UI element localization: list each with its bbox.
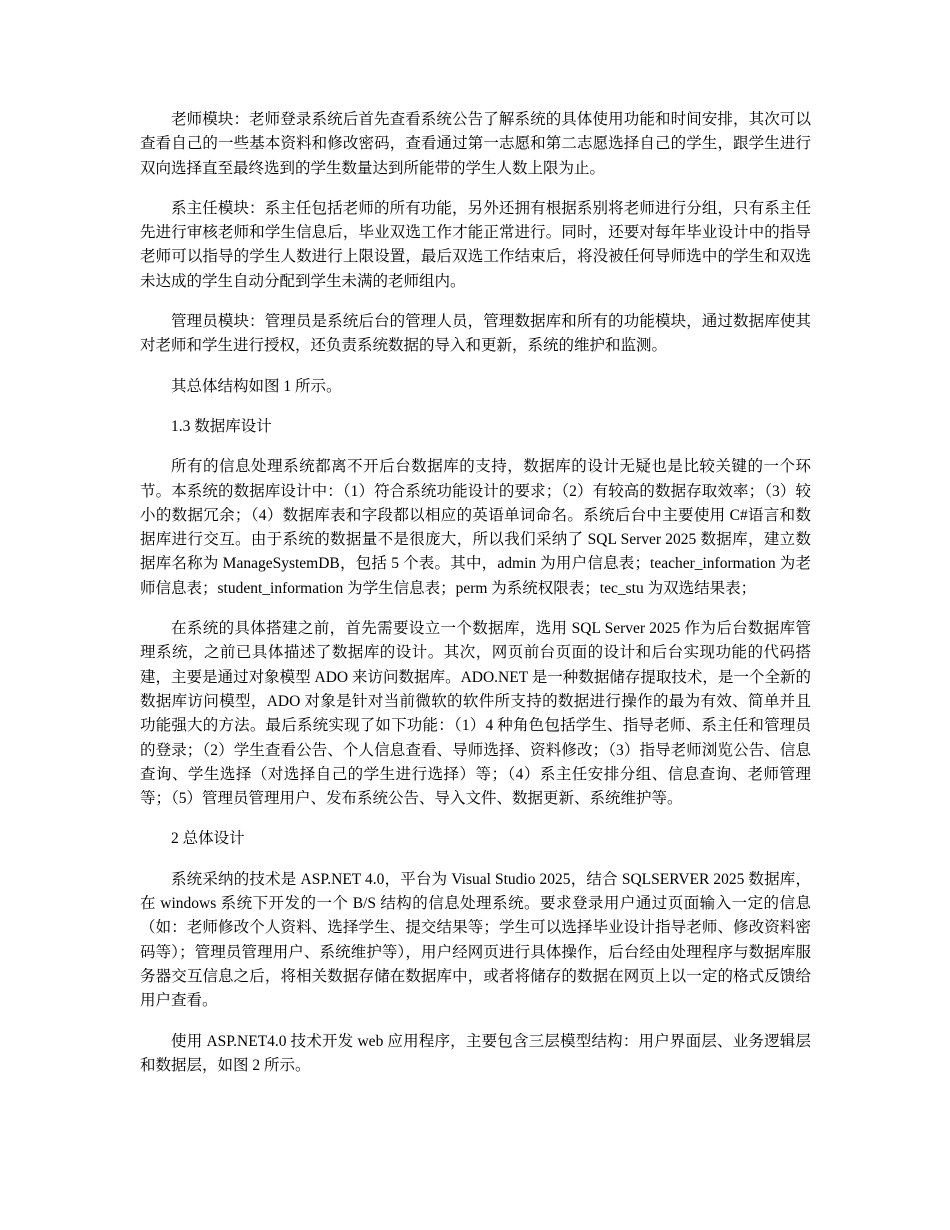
paragraph-system-build: 在系统的具体搭建之前，首先需要设立一个数据库，选用 SQL Server 2025 作为后台数据库管理系统，之前已具体描述了数据库的设计。其次，网页前台页面的设计和后台实现功能的代码搭建，主要是通过对象模型 ADO 来访问数据库。ADO.NET 是一种数据储存提取技术，是一个全新的数据库访问模型，ADO 对象是针对当前微软的软件所支持的数据进行操作的最为有效、简单并且功能强大的方法。最后系统实现了如下功能：（1）4 种角色包括学生、指导老师、系主任和管理员的登录；（2）学生查看公告、个人信息查看、导师选择、资料修改；（3）指导老师浏览公告、信息查询、学生选择（对选择自己的学生进行选择）等；（4）系主任安排分组、信息查询、老师管理等；（5）管理员管理用户、发布系统公告、导入文件、数据更新、系统维护等。 — [140, 620, 811, 808]
section-heading-database-design: 1.3 数据库设计 — [171, 417, 272, 435]
paragraph-database-design: 所有的信息处理系统都离不开后台数据库的支持，数据库的设计无疑也是比较关键的一个环节。本系统的数据库设计中：（1）符合系统功能设计的要求；（2）有较高的数据存取效率；（3）较小的数据冗余；（4）数据库表和字段都以相应的英语单词命名。系统后台中主要使用 C#语言和数据库进行交互。由于系统的数据量不是很庞大，所以我们采纳了 SQL Server 2025 数据库，建立数据库名称为 ManageSystemDB，包括 5 个表。其中，admin 为用户信息表；teacher_information 为老师信息表；student_information 为学生信息表；perm 为系统权限表；tec_stu 为双选结果表； — [140, 458, 811, 597]
paragraph-structure-ref: 其总体结构如图 1 所示。 — [171, 377, 342, 395]
document-page — [140, 108, 811, 1094]
paragraph-technology: 系统采纳的技术是 ASP.NET 4.0，平台为 Visual Studio 2025，结合 SQLSERVER 2025 数据库，在 windows 系统下开发的一个 B/S 结构的信息处理系统。要求登录用户通过页面输入一定的信息（如：老师修改个人资料、选择学生、提交结果等；学生可以选择毕业设计指导老师、修改资料密码等）；管理员管理用户、系统维护等），用户经网页进行具体操作，后台经由处理程序与数据库服务器交互信息之后，将相关数据存储在数据库中，或者将储存的数据在网页上以一定的格式反馈给用户查看。 — [140, 870, 811, 1010]
section-heading-overall-design: 2 总体设计 — [171, 830, 245, 848]
paragraph-admin-module: 管理员模块：管理员是系统后台的管理人员，管理数据库和所有的功能模块，通过数据库使其对老师和学生进行授权，还负责系统数据的导入和更新，系统的维护和监测。 — [140, 313, 811, 355]
paragraph-dept-head-module: 系主任模块：系主任包括老师的所有功能，另外还拥有根据系别将老师进行分组，只有系主任先进行审核老师和学生信息后，毕业双选工作才能正常进行。同时，还要对每年毕业设计中的指导老师可以指导的学生人数进行上限设置，最后双选工作结束后，将没被任何导师选中的学生和双选未达成的学生自动分配到学生未满的老师组内。 — [140, 199, 811, 290]
paragraph-teacher-module: 老师模块：老师登录系统后首先查看系统公告了解系统的具体使用功能和时间安排，其次可以查看自己的一些基本资料和修改密码，查看通过第一志愿和第二志愿选择自己的学生，跟学生进行双向选择直至最终选到的学生数量达到所能带的学生人数上限为止。 — [140, 111, 811, 177]
paragraph-three-layer: 使用 ASP.NET4.0 技术开发 web 应用程序，主要包含三层模型结构：用户界面层、业务逻辑层和数据层，如图 2 所示。 — [140, 1032, 811, 1074]
